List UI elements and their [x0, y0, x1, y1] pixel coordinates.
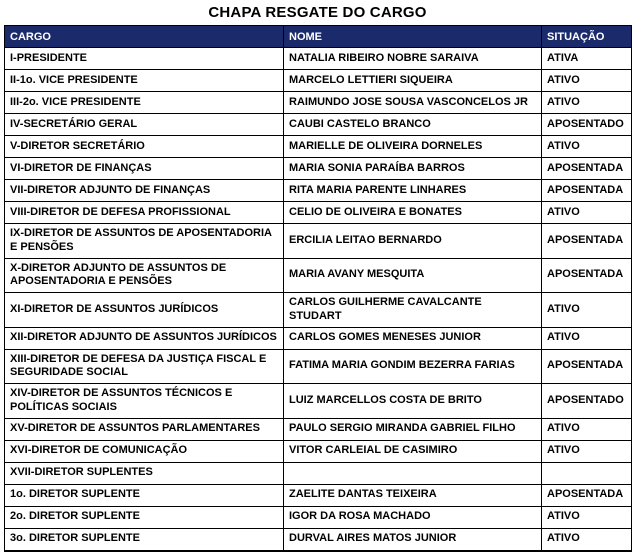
page-title: CHAPA RESGATE DO CARGO	[208, 4, 427, 21]
cargo-cell: VII-DIRETOR ADJUNTO DE FINANÇAS	[5, 180, 284, 202]
situacao-cell: ATIVO	[542, 136, 632, 158]
chapa-table	[4, 25, 632, 552]
cargo-cell: XII-DIRETOR ADJUNTO DE ASSUNTOS JURÍDICOS	[5, 327, 284, 349]
situacao-cell: APOSENTADA	[542, 180, 632, 202]
situacao-cell: ATIVO	[542, 506, 632, 528]
col-header-situacao: SITUAÇÃO	[542, 26, 632, 48]
nome-cell: ERCILIA LEITAO BERNARDO	[284, 224, 542, 259]
cargo-cell: I-PRESIDENTE	[5, 48, 284, 70]
table-row	[5, 440, 632, 462]
table-row	[5, 70, 632, 92]
nome-cell: CARLOS GUILHERME CAVALCANTE STUDART	[284, 293, 542, 328]
situacao-cell: ATIVO	[542, 440, 632, 462]
cargo-cell: XVI-DIRETOR DE COMUNICAÇÃO	[5, 440, 284, 462]
col-header-cargo: CARGO	[5, 26, 284, 48]
nome-cell: IGOR DA ROSA MACHADO	[284, 506, 542, 528]
table-row	[5, 528, 632, 551]
table-row	[5, 224, 632, 259]
table-row	[5, 327, 632, 349]
cargo-cell: XIII-DIRETOR DE DEFESA DA JUSTIÇA FISCAL E SEGURIDADE SOCIAL	[5, 349, 284, 384]
situacao-cell: ATIVA	[542, 48, 632, 70]
table-row	[5, 114, 632, 136]
table-row	[5, 384, 632, 419]
cargo-cell: IX-DIRETOR DE ASSUNTOS DE APOSENTADORIA E PENSÕES	[5, 224, 284, 259]
situacao-cell: ATIVO	[542, 528, 632, 551]
cargo-cell: VI-DIRETOR DE FINANÇAS	[5, 158, 284, 180]
situacao-cell: ATIVO	[542, 327, 632, 349]
nome-cell: PAULO SERGIO MIRANDA GABRIEL FILHO	[284, 418, 542, 440]
situacao-cell: ATIVO	[542, 293, 632, 328]
table-row	[5, 349, 632, 384]
col-header-nome: NOME	[284, 26, 542, 48]
table-row	[5, 418, 632, 440]
cargo-cell: 3o. DIRETOR SUPLENTE	[5, 528, 284, 551]
situacao-cell: ATIVO	[542, 202, 632, 224]
situacao-cell: ATIVO	[542, 92, 632, 114]
nome-cell: MARIA AVANY MESQUITA	[284, 258, 542, 293]
nome-cell: MARIELLE DE OLIVEIRA DORNELES	[284, 136, 542, 158]
nome-cell: DURVAL AIRES MATOS JUNIOR	[284, 528, 542, 551]
nome-cell: ZAELITE DANTAS TEIXEIRA	[284, 484, 542, 506]
table-row	[5, 484, 632, 506]
nome-cell: FATIMA MARIA GONDIM BEZERRA FARIAS	[284, 349, 542, 384]
table-row	[5, 293, 632, 328]
nome-cell: NATALIA RIBEIRO NOBRE SARAIVA	[284, 48, 542, 70]
cargo-cell: V-DIRETOR SECRETÁRIO	[5, 136, 284, 158]
situacao-cell: ATIVO	[542, 418, 632, 440]
nome-cell: CARLOS GOMES MENESES JUNIOR	[284, 327, 542, 349]
situacao-cell: APOSENTADA	[542, 258, 632, 293]
table-row	[5, 158, 632, 180]
cargo-cell: 2o. DIRETOR SUPLENTE	[5, 506, 284, 528]
table-row	[5, 462, 632, 484]
nome-cell: CELIO DE OLIVEIRA E BONATES	[284, 202, 542, 224]
nome-cell: CAUBI CASTELO BRANCO	[284, 114, 542, 136]
cargo-cell: VIII-DIRETOR DE DEFESA PROFISSIONAL	[5, 202, 284, 224]
nome-cell: RAIMUNDO JOSE SOUSA VASCONCELOS JR	[284, 92, 542, 114]
situacao-cell: APOSENTADA	[542, 349, 632, 384]
table-row	[5, 136, 632, 158]
cargo-cell: III-2o. VICE PRESIDENTE	[5, 92, 284, 114]
nome-cell: RITA MARIA PARENTE LINHARES	[284, 180, 542, 202]
nome-cell	[284, 462, 542, 484]
cargo-cell: 1o. DIRETOR SUPLENTE	[5, 484, 284, 506]
cargo-cell: XI-DIRETOR DE ASSUNTOS JURÍDICOS	[5, 293, 284, 328]
situacao-cell: APOSENTADO	[542, 114, 632, 136]
nome-cell: MARIA SONIA PARAÍBA BARROS	[284, 158, 542, 180]
cargo-cell: XVII-DIRETOR SUPLENTES	[5, 462, 284, 484]
situacao-cell: APOSENTADA	[542, 158, 632, 180]
nome-cell: LUIZ MARCELLOS COSTA DE BRITO	[284, 384, 542, 419]
situacao-cell: APOSENTADA	[542, 484, 632, 506]
cargo-cell: XIV-DIRETOR DE ASSUNTOS TÉCNICOS E POLÍTICAS SOCIAIS	[5, 384, 284, 419]
table-row	[5, 180, 632, 202]
nome-cell: MARCELO LETTIERI SIQUEIRA	[284, 70, 542, 92]
situacao-cell: ATIVO	[542, 70, 632, 92]
cargo-cell: IV-SECRETÁRIO GERAL	[5, 114, 284, 136]
table-row	[5, 48, 632, 70]
nome-cell: VITOR CARLEIAL DE CASIMIRO	[284, 440, 542, 462]
cargo-cell: XV-DIRETOR DE ASSUNTOS PARLAMENTARES	[5, 418, 284, 440]
situacao-cell	[542, 462, 632, 484]
table-body	[5, 48, 632, 551]
situacao-cell: APOSENTADO	[542, 384, 632, 419]
table-row	[5, 258, 632, 293]
cargo-cell: X-DIRETOR ADJUNTO DE ASSUNTOS DE APOSENTADORIA E PENSÕES	[5, 258, 284, 293]
situacao-cell: APOSENTADA	[542, 224, 632, 259]
table-row	[5, 92, 632, 114]
header-row	[5, 26, 632, 48]
table-header	[5, 26, 632, 48]
cargo-cell: II-1o. VICE PRESIDENTE	[5, 70, 284, 92]
table-row	[5, 506, 632, 528]
table-row	[5, 202, 632, 224]
